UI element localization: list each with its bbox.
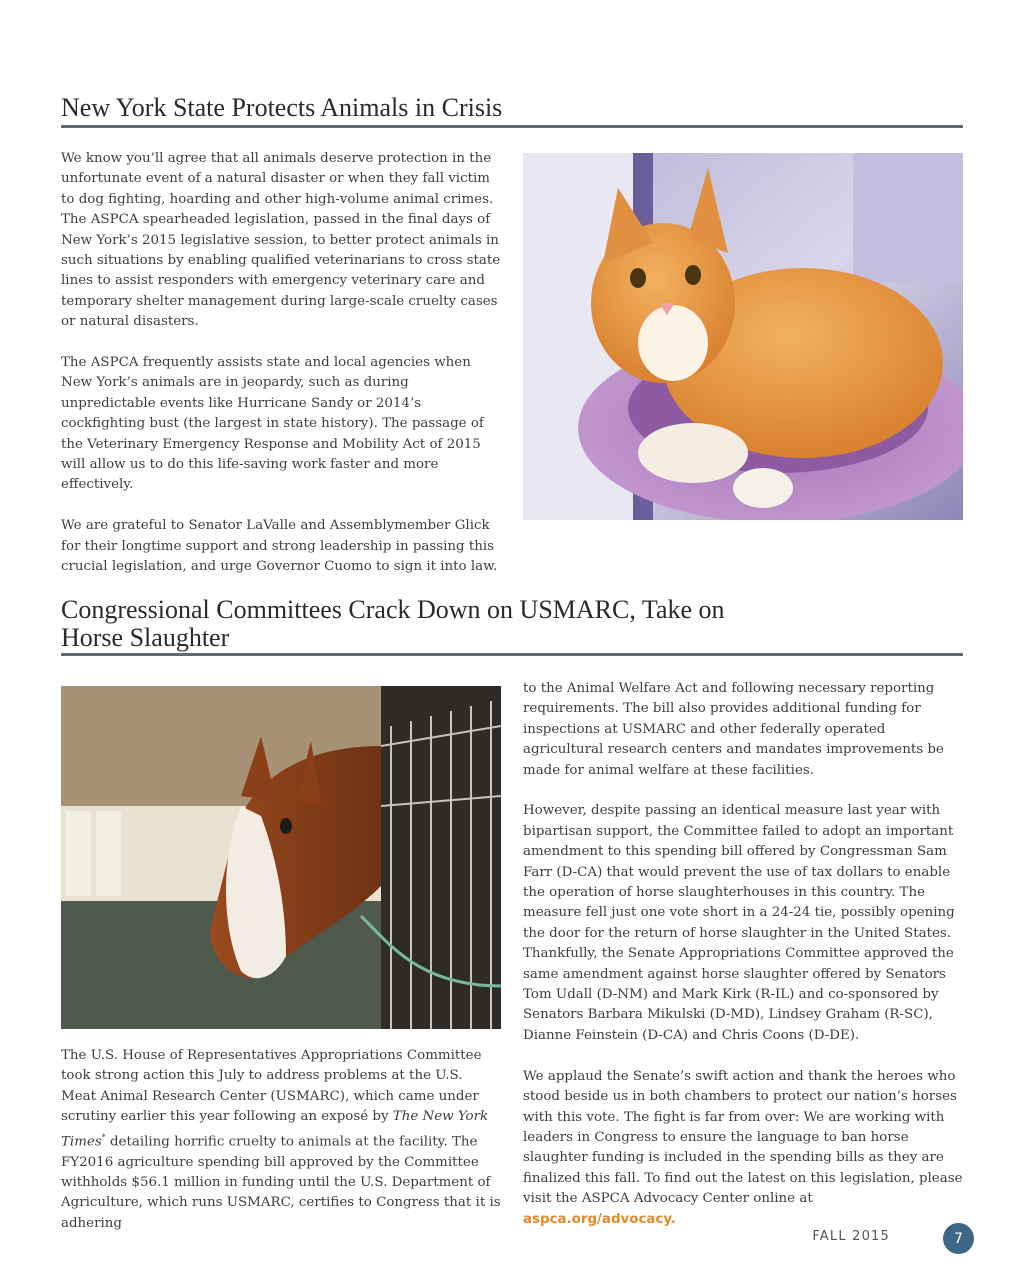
article1-title: New York State Protects Animals in Crisis: [61, 93, 503, 122]
article2-title-line1: Congressional Committees Crack Down on USMARC, Take on: [61, 595, 725, 624]
newspaper-name: The New York Times: [61, 1109, 489, 1150]
article1-rule: [61, 125, 963, 128]
article2-rule: [61, 653, 963, 656]
article2-right-paragraph: [523, 1067, 963, 1230]
article2-right-paragraph: However, despite passing an identical measure last year with bipartisan support, the Committee failed to adopt an important amendment to this spending bill offered by Congressman Sam Farr (D-CA) that would prevent the use of tax dollars to enable the operation of horse slaughterhouses in this country. The measure fell just one vote short in a 24-24 tie, possibly opening the door for the return of horse slaughter in the United States. Thankfully, the Senate Appropriations Committee approved the same amendment against horse slaughter offered by Senators Tom Udall (D-NM) and Mark Kirk (R-IL) and co-sponsored by Senators Barbara Mikulski (D-MD), Lindsey Graham (R-SC), Dianne Feinstein (D-CA) and Chris Coons (D-DE).: [523, 803, 955, 1043]
page-number-badge: 7: [943, 1223, 974, 1254]
article2-right-body: [523, 679, 963, 1230]
article1-body: [61, 149, 501, 578]
advocacy-link[interactable]: aspca.org/advocacy.: [523, 1211, 676, 1227]
article1-paragraph: We are grateful to Senator LaValle and Assemblymember Glick for their longtime support and strong leadership in passing this crucial legislation, and urge Governor Cuomo to sign it into law.: [61, 518, 498, 575]
article2-title: [61, 596, 725, 652]
horse-photo: [61, 686, 501, 1029]
cat-photo: [523, 153, 963, 520]
article1-paragraph: The ASPCA frequently assists state and local agencies when New York’s animals are in jeopardy, such as during unpredictable events like Hurricane Sandy or 2014’s cockfighting bust (the largest in state history). The passage of the Veterinary Emergency Response and Mobility Act of 2015 will allow us to do this life-saving work faster and more effectively.: [61, 355, 484, 493]
article2-left-text-start: The U.S. House of Representatives Appropriations Committee took strong action this July to address problems at the U.S. Meat Animal Research Center (USMARC), which came under scrutiny earlier this year following an exposé by: [61, 1048, 482, 1125]
issue-label: FALL 2015: [812, 1229, 890, 1244]
article2-left-text-end: detailing horrific cruelty to animals at the facility. The FY2016 agriculture spending bill approved by the Committee withholds $56.1 million in funding until the U.S. Department of Agriculture, which runs USMARC, certifies to Congress that it is adhering: [61, 1134, 501, 1231]
article1-paragraph: We know you’ll agree that all animals deserve protection in the unfortunate event of a natural disaster or when they fall victim to dog fighting, hoarding and other high-volume animal crimes. The ASPCA spearheaded legislation, passed in the final days of New York’s 2015 legislative session, to better protect animals in such situations by enabling qualified veterinarians to cross state lines to assist responders with emergency veterinary care and temporary shelter management during large-scale cruelty cases or natural disasters.: [61, 151, 501, 330]
footnote-marker: *: [101, 1132, 106, 1142]
article2-left-body: [61, 1046, 501, 1234]
article2-closing-text: We applaud the Senate’s swift action and thank the heroes who stood beside us in both chambers to protect our nation’s horses with this vote. The fight is far from over: We are working with leaders in Congress to ensure the language to ban horse slaughter funding is included in the spending bills as they are finalized this fall. To find out the latest on this legislation, please visit the ASPCA Advocacy Center online at: [523, 1068, 963, 1207]
article2-title-line2: Horse Slaughter: [61, 623, 230, 652]
article2-right-paragraph: to the Animal Welfare Act and following necessary reporting requirements. The bill also provides additional funding for inspections at USMARC and other federally operated agricultural research centers and mandates improvements be made for animal welfare at these facilities.: [523, 681, 944, 778]
article2-left-paragraph: [61, 1046, 501, 1234]
